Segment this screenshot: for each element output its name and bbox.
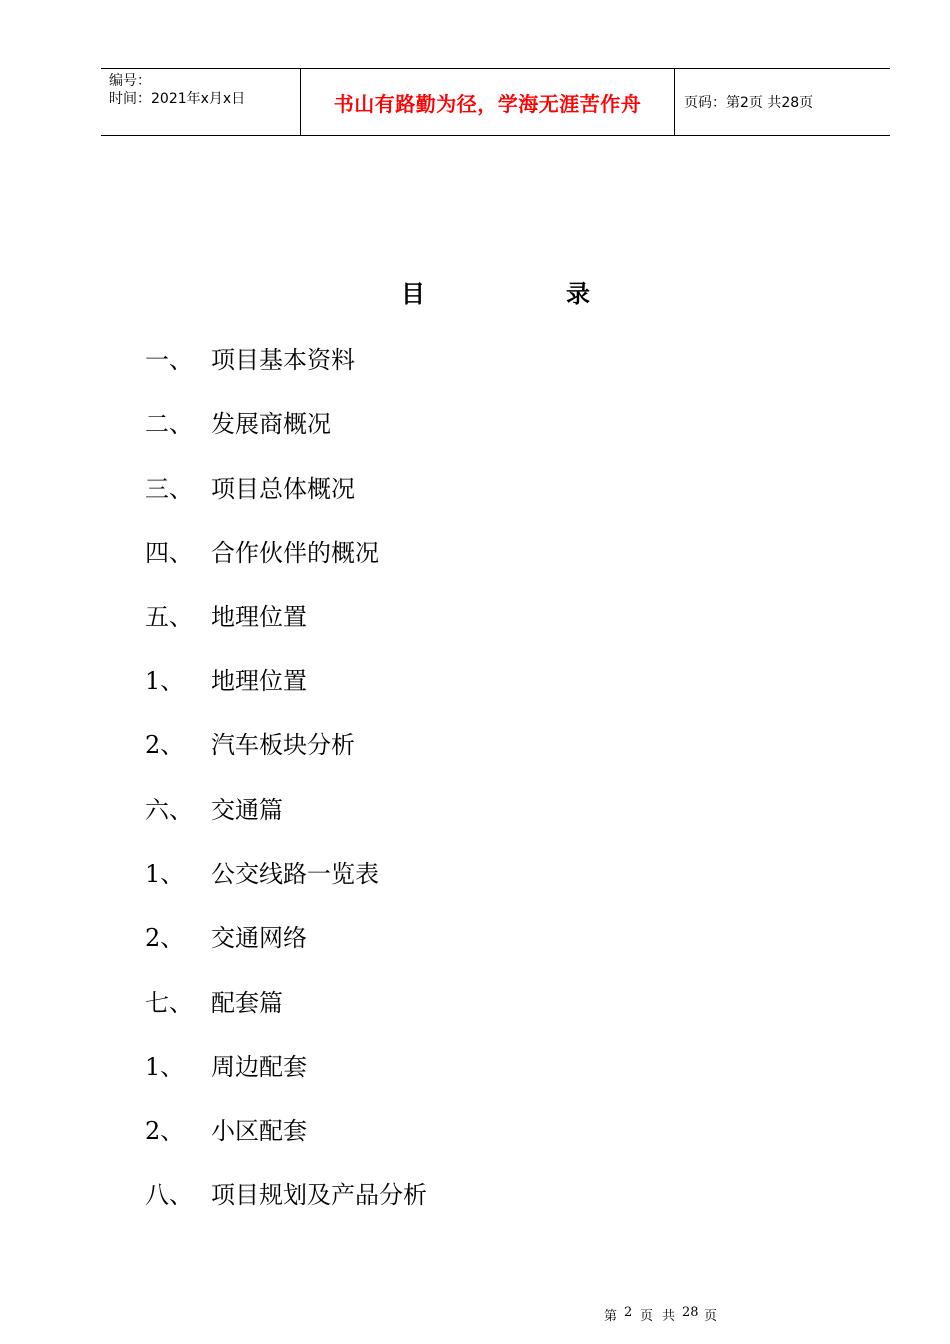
toc-item[interactable] — [145, 533, 745, 569]
toc-item-number: 1、 — [145, 667, 185, 695]
toc-item-number: 四、 — [145, 539, 193, 567]
toc-item-label: 周边配套 — [211, 1053, 307, 1081]
footer-page-number: 2 — [624, 1305, 633, 1320]
toc-item-number: 一、 — [145, 346, 193, 374]
toc-item-number: 1、 — [145, 1053, 185, 1081]
footer-ye: 页 — [704, 1309, 718, 1324]
toc-item[interactable] — [145, 725, 745, 761]
toc-item-label: 配套篇 — [211, 989, 283, 1017]
toc-item-label: 汽车板块分析 — [211, 731, 355, 759]
header-page-info: 页码：第2页 共28页 — [684, 95, 814, 111]
toc-item-label: 合作伙伴的概况 — [211, 539, 379, 567]
toc-item[interactable] — [145, 340, 745, 376]
toc-item-label: 项目总体概况 — [211, 475, 355, 503]
toc-item-label: 地理位置 — [211, 667, 307, 695]
toc-item[interactable] — [145, 790, 745, 826]
toc-item-label: 交通网络 — [211, 924, 307, 952]
toc-item[interactable] — [145, 469, 745, 505]
toc-item[interactable] — [145, 404, 745, 440]
document-number-label: 编号： — [109, 73, 151, 89]
toc-item-label: 项目规划及产品分析 — [211, 1181, 427, 1209]
toc-item-label: 交通篇 — [211, 796, 283, 824]
footer-di: 第 — [604, 1309, 618, 1324]
toc-item-label: 小区配套 — [211, 1117, 307, 1145]
toc-item-number: 二、 — [145, 410, 193, 438]
toc-item[interactable] — [145, 597, 745, 633]
toc-item-number: 六、 — [145, 796, 193, 824]
toc-item-number: 1、 — [145, 860, 185, 888]
toc-item[interactable] — [145, 1175, 745, 1211]
footer-ye: 页 — [640, 1309, 654, 1324]
toc-item-number: 2、 — [145, 731, 185, 759]
document-date-label: 时间：2021年x月x日 — [109, 91, 246, 107]
toc-item-number: 七、 — [145, 989, 193, 1017]
toc-title-char-2: 录 — [566, 279, 590, 308]
toc-item[interactable] — [145, 1047, 745, 1083]
toc-item[interactable] — [145, 1111, 745, 1147]
toc-item-label: 公交线路一览表 — [211, 860, 379, 888]
toc-item[interactable] — [145, 854, 745, 890]
toc-item[interactable] — [145, 918, 745, 954]
toc-item-label: 发展商概况 — [211, 410, 331, 438]
toc-item-label: 项目基本资料 — [211, 346, 355, 374]
toc-item[interactable] — [145, 983, 745, 1019]
toc-item-number: 五、 — [145, 603, 193, 631]
header-motto: 书山有路勤为径，学海无涯苦作舟 — [333, 91, 642, 116]
toc-item-number: 八、 — [145, 1181, 193, 1209]
toc-item-number: 三、 — [145, 475, 193, 503]
footer-total-pages: 28 — [682, 1305, 699, 1320]
toc-title-char-1: 目 — [401, 279, 425, 308]
toc-item-number: 2、 — [145, 924, 185, 952]
toc-item-number: 2、 — [145, 1117, 185, 1145]
toc-item-label: 地理位置 — [211, 603, 307, 631]
toc-item[interactable] — [145, 661, 745, 697]
footer-gong: 共 — [662, 1309, 676, 1324]
